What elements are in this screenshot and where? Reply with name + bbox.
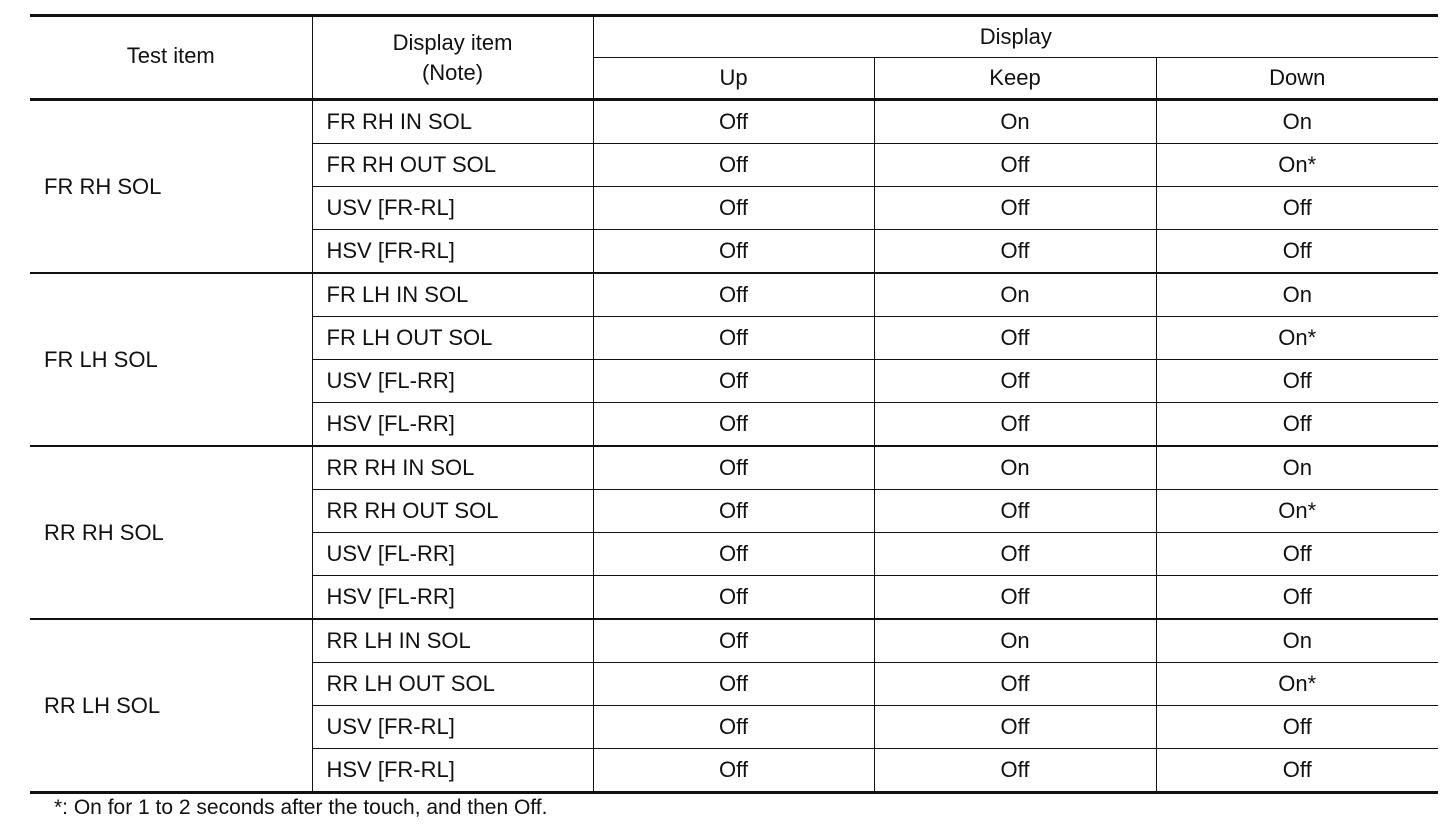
footnote: *: On for 1 to 2 seconds after the touch, and then Off. bbox=[54, 796, 548, 819]
display-item-cell: HSV [FL-RR] bbox=[312, 403, 593, 447]
display-item-cell: FR RH IN SOL bbox=[312, 100, 593, 144]
down-value-cell: On bbox=[1156, 273, 1438, 317]
table-row bbox=[30, 446, 1438, 490]
up-value-cell: Off bbox=[593, 533, 874, 576]
keep-value-cell: Off bbox=[874, 230, 1156, 274]
down-value-cell: On* bbox=[1156, 144, 1438, 187]
keep-value-cell: On bbox=[874, 619, 1156, 663]
solenoid-display-table-container bbox=[30, 14, 1438, 794]
header-display: Display bbox=[593, 16, 1438, 58]
down-value-cell: Off bbox=[1156, 403, 1438, 447]
up-value-cell: Off bbox=[593, 663, 874, 706]
up-value-cell: Off bbox=[593, 403, 874, 447]
display-item-cell: FR LH IN SOL bbox=[312, 273, 593, 317]
table-row bbox=[30, 619, 1438, 663]
up-value-cell: Off bbox=[593, 706, 874, 749]
keep-value-cell: Off bbox=[874, 187, 1156, 230]
table-row bbox=[30, 100, 1438, 144]
display-item-cell: HSV [FL-RR] bbox=[312, 576, 593, 620]
test-item-cell: FR LH SOL bbox=[30, 273, 312, 446]
keep-value-cell: Off bbox=[874, 317, 1156, 360]
up-value-cell: Off bbox=[593, 576, 874, 620]
down-value-cell: On bbox=[1156, 100, 1438, 144]
display-item-cell: FR RH OUT SOL bbox=[312, 144, 593, 187]
up-value-cell: Off bbox=[593, 144, 874, 187]
down-value-cell: Off bbox=[1156, 187, 1438, 230]
down-value-cell: Off bbox=[1156, 230, 1438, 274]
header-display-item-label: Display item bbox=[392, 29, 513, 55]
display-item-cell: USV [FL-RR] bbox=[312, 533, 593, 576]
table-row bbox=[30, 273, 1438, 317]
display-item-cell: HSV [FR-RL] bbox=[312, 749, 593, 793]
header-up: Up bbox=[593, 58, 874, 100]
display-item-cell: HSV [FR-RL] bbox=[312, 230, 593, 274]
keep-value-cell: On bbox=[874, 100, 1156, 144]
solenoid-display-table bbox=[30, 14, 1438, 794]
test-item-cell: RR LH SOL bbox=[30, 619, 312, 793]
keep-value-cell: Off bbox=[874, 576, 1156, 620]
up-value-cell: Off bbox=[593, 619, 874, 663]
up-value-cell: Off bbox=[593, 317, 874, 360]
keep-value-cell: Off bbox=[874, 144, 1156, 187]
keep-value-cell: Off bbox=[874, 663, 1156, 706]
display-item-cell: FR LH OUT SOL bbox=[312, 317, 593, 360]
keep-value-cell: Off bbox=[874, 360, 1156, 403]
up-value-cell: Off bbox=[593, 749, 874, 793]
keep-value-cell: On bbox=[874, 446, 1156, 490]
display-item-cell: USV [FR-RL] bbox=[312, 706, 593, 749]
display-item-cell: USV [FL-RR] bbox=[312, 360, 593, 403]
keep-value-cell: On bbox=[874, 273, 1156, 317]
down-value-cell: Off bbox=[1156, 749, 1438, 793]
down-value-cell: On* bbox=[1156, 317, 1438, 360]
down-value-cell: On bbox=[1156, 619, 1438, 663]
up-value-cell: Off bbox=[593, 187, 874, 230]
down-value-cell: Off bbox=[1156, 706, 1438, 749]
up-value-cell: Off bbox=[593, 230, 874, 274]
keep-value-cell: Off bbox=[874, 749, 1156, 793]
keep-value-cell: Off bbox=[874, 533, 1156, 576]
header-test-item: Test item bbox=[30, 16, 312, 100]
up-value-cell: Off bbox=[593, 490, 874, 533]
up-value-cell: Off bbox=[593, 360, 874, 403]
keep-value-cell: Off bbox=[874, 490, 1156, 533]
down-value-cell: On* bbox=[1156, 490, 1438, 533]
keep-value-cell: Off bbox=[874, 403, 1156, 447]
down-value-cell: Off bbox=[1156, 360, 1438, 403]
up-value-cell: Off bbox=[593, 100, 874, 144]
display-item-cell: USV [FR-RL] bbox=[312, 187, 593, 230]
test-item-cell: FR RH SOL bbox=[30, 100, 312, 274]
down-value-cell: On bbox=[1156, 446, 1438, 490]
header-down: Down bbox=[1156, 58, 1438, 100]
display-item-cell: RR RH OUT SOL bbox=[312, 490, 593, 533]
display-item-cell: RR LH OUT SOL bbox=[312, 663, 593, 706]
display-item-cell: RR LH IN SOL bbox=[312, 619, 593, 663]
down-value-cell: On* bbox=[1156, 663, 1438, 706]
header-display-item bbox=[312, 16, 593, 100]
test-item-cell: RR RH SOL bbox=[30, 446, 312, 619]
down-value-cell: Off bbox=[1156, 576, 1438, 620]
up-value-cell: Off bbox=[593, 273, 874, 317]
header-keep: Keep bbox=[874, 58, 1156, 100]
table-header bbox=[30, 16, 1438, 100]
display-item-cell: RR RH IN SOL bbox=[312, 446, 593, 490]
down-value-cell: Off bbox=[1156, 533, 1438, 576]
up-value-cell: Off bbox=[593, 446, 874, 490]
table-body bbox=[30, 100, 1438, 793]
header-display-item-note: (Note) bbox=[421, 59, 484, 85]
keep-value-cell: Off bbox=[874, 706, 1156, 749]
